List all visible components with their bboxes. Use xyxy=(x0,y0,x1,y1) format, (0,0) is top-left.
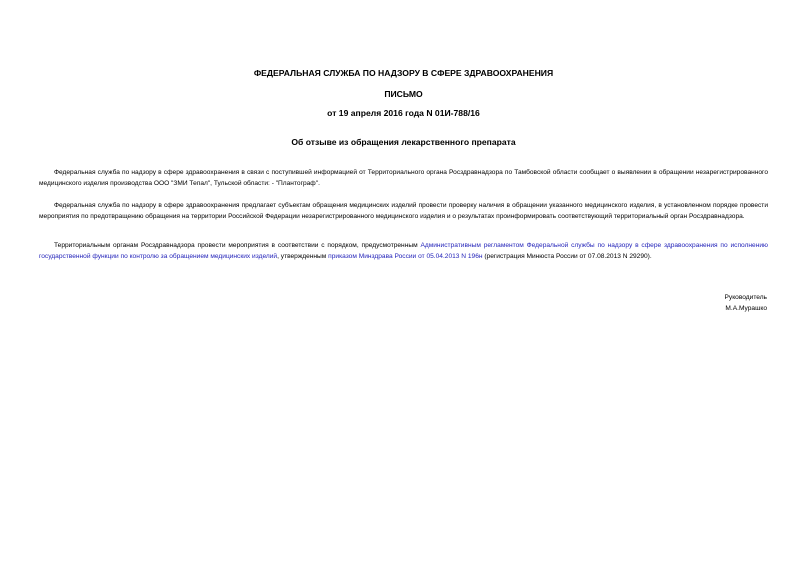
signature-name: М.А.Мурашко xyxy=(725,305,767,312)
paragraph-3-closing-text: (регистрация Минюста России от 07.08.2013 N 29290). xyxy=(482,253,652,261)
paragraph-3-middle-text: , утвержденным xyxy=(277,253,329,261)
document-date-number: от 19 апреля 2016 года N 01И-788/16 xyxy=(327,108,480,118)
body-paragraph-2: Федеральная служба по надзору в сфере здравоохранения предлагает субъектам обращения медицинских изделий провести проверку наличия в обращении указанного медицинского изделия, в установленном порядке провести мероприятия по предотвращению обращения на территории Российской Федерации незарегистрированного медицинского изделия и о результатах проинформировать соответствующий территориальный орган Росздравнадзора. xyxy=(39,202,768,221)
signature-title: Руководитель xyxy=(724,294,767,301)
document-type-heading: ПИСЬМО xyxy=(384,89,423,99)
body-paragraph-1: Федеральная служба по надзору в сфере здравоохранения в связи с поступившей информацией от Территориального органа Росздравнадзора по Тамбовской области сообщает о выявлении в обращении незарегистрированного медицинского изделия производства ООО "ЗМИ Тепал", Тульской области: - "Плантограф". xyxy=(39,169,768,188)
document-subject: Об отзыве из обращения лекарственного препарата xyxy=(291,137,516,147)
body-paragraph-3 xyxy=(39,240,768,263)
paragraph-3-intro-text: Территориальным органам Росздравнадзора провести мероприятия в соответствии с порядком, предусмотренным xyxy=(54,242,421,249)
agency-heading: ФЕДЕРАЛЬНАЯ СЛУЖБА ПО НАДЗОРУ В СФЕРЕ ЗДРАВООХРАНЕНИЯ xyxy=(253,68,554,78)
administrative-regulation-link[interactable]: Административным регламентом Федеральной службы по надзору в сфере здравоохранения по исполнению государственной функции по контролю за обращением медицинских изделий xyxy=(39,242,768,261)
ministry-order-link[interactable]: приказом Минздрава России от 05.04.2013 N 196н xyxy=(328,253,483,261)
